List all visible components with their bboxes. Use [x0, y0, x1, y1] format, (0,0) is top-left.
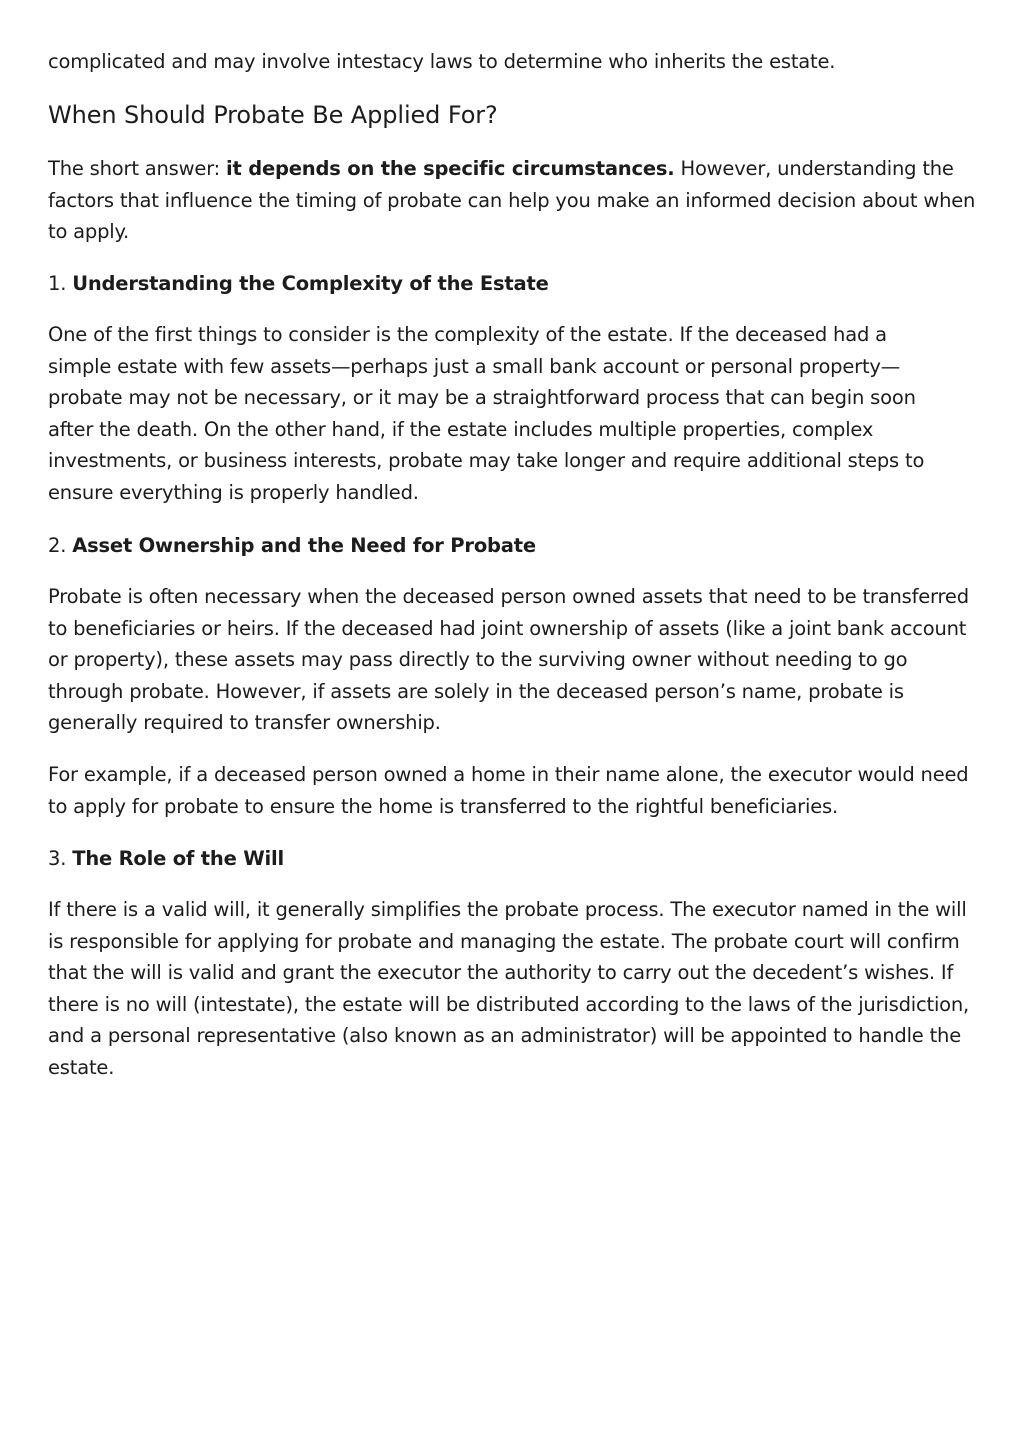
subheading-title: Asset Ownership and the Need for Probate	[72, 534, 536, 557]
subheading-number: 1.	[48, 272, 73, 295]
section-heading: When Should Probate Be Applied For?	[48, 101, 498, 129]
paragraph-ownership: Probate is often necessary when the deceased person owned assets that need to be transferred to beneficiaries or heirs. If the deceased had joint ownership of assets (like a joint bank account or property), these assets may pass directly to the surviving owner without needing to go through probate. However, if assets are solely in the deceased person’s name, probate is generally required to transfer ownership.	[48, 585, 969, 734]
intro-bold: it depends on the specific circumstances.	[226, 157, 675, 180]
subheading-number: 3.	[48, 847, 73, 870]
subheading-title: The Role of the Will	[72, 847, 284, 870]
paragraph-complexity: One of the first things to consider is the complexity of the estate. If the deceased had a simple estate with few assets—perhaps just a small bank account or personal property—probate may not be necessary, or it may be a straightforward process that can begin soon after the death. On the other hand, if the estate includes multiple properties, complex investments, or business interests, probate may take longer and require additional steps to ensure everything is properly handled.	[48, 323, 925, 504]
intro-prefix: The short answer:	[48, 157, 227, 180]
subheading-2	[48, 530, 976, 562]
subheading-3	[48, 843, 976, 875]
intro-paragraph	[48, 153, 976, 248]
lead-paragraph: complicated and may involve intestacy laws to determine who inherits the estate.	[48, 50, 836, 73]
subheading-title: Understanding the Complexity of the Estate	[72, 272, 549, 295]
paragraph-will: If there is a valid will, it generally simplifies the probate process. The executor named in the will is responsible for applying for probate and managing the estate. The probate court will confirm that the will is valid and grant the executor the authority to carry out the decedent’s wishes. If there is no will (intestate), the estate will be distributed according to the laws of the jurisdiction, and a personal representative (also known as an administrator) will be appointed to handle the estate.	[48, 898, 970, 1079]
subheading-1	[48, 268, 976, 300]
intro-suffix: However, understanding the factors that influence the timing of probate can help you make an informed decision about when to apply.	[48, 157, 976, 243]
paragraph-example: For example, if a deceased person owned a home in their name alone, the executor would need to apply for probate to ensure the home is transferred to the rightful beneficiaries.	[48, 763, 969, 818]
subheading-number: 2.	[48, 534, 73, 557]
